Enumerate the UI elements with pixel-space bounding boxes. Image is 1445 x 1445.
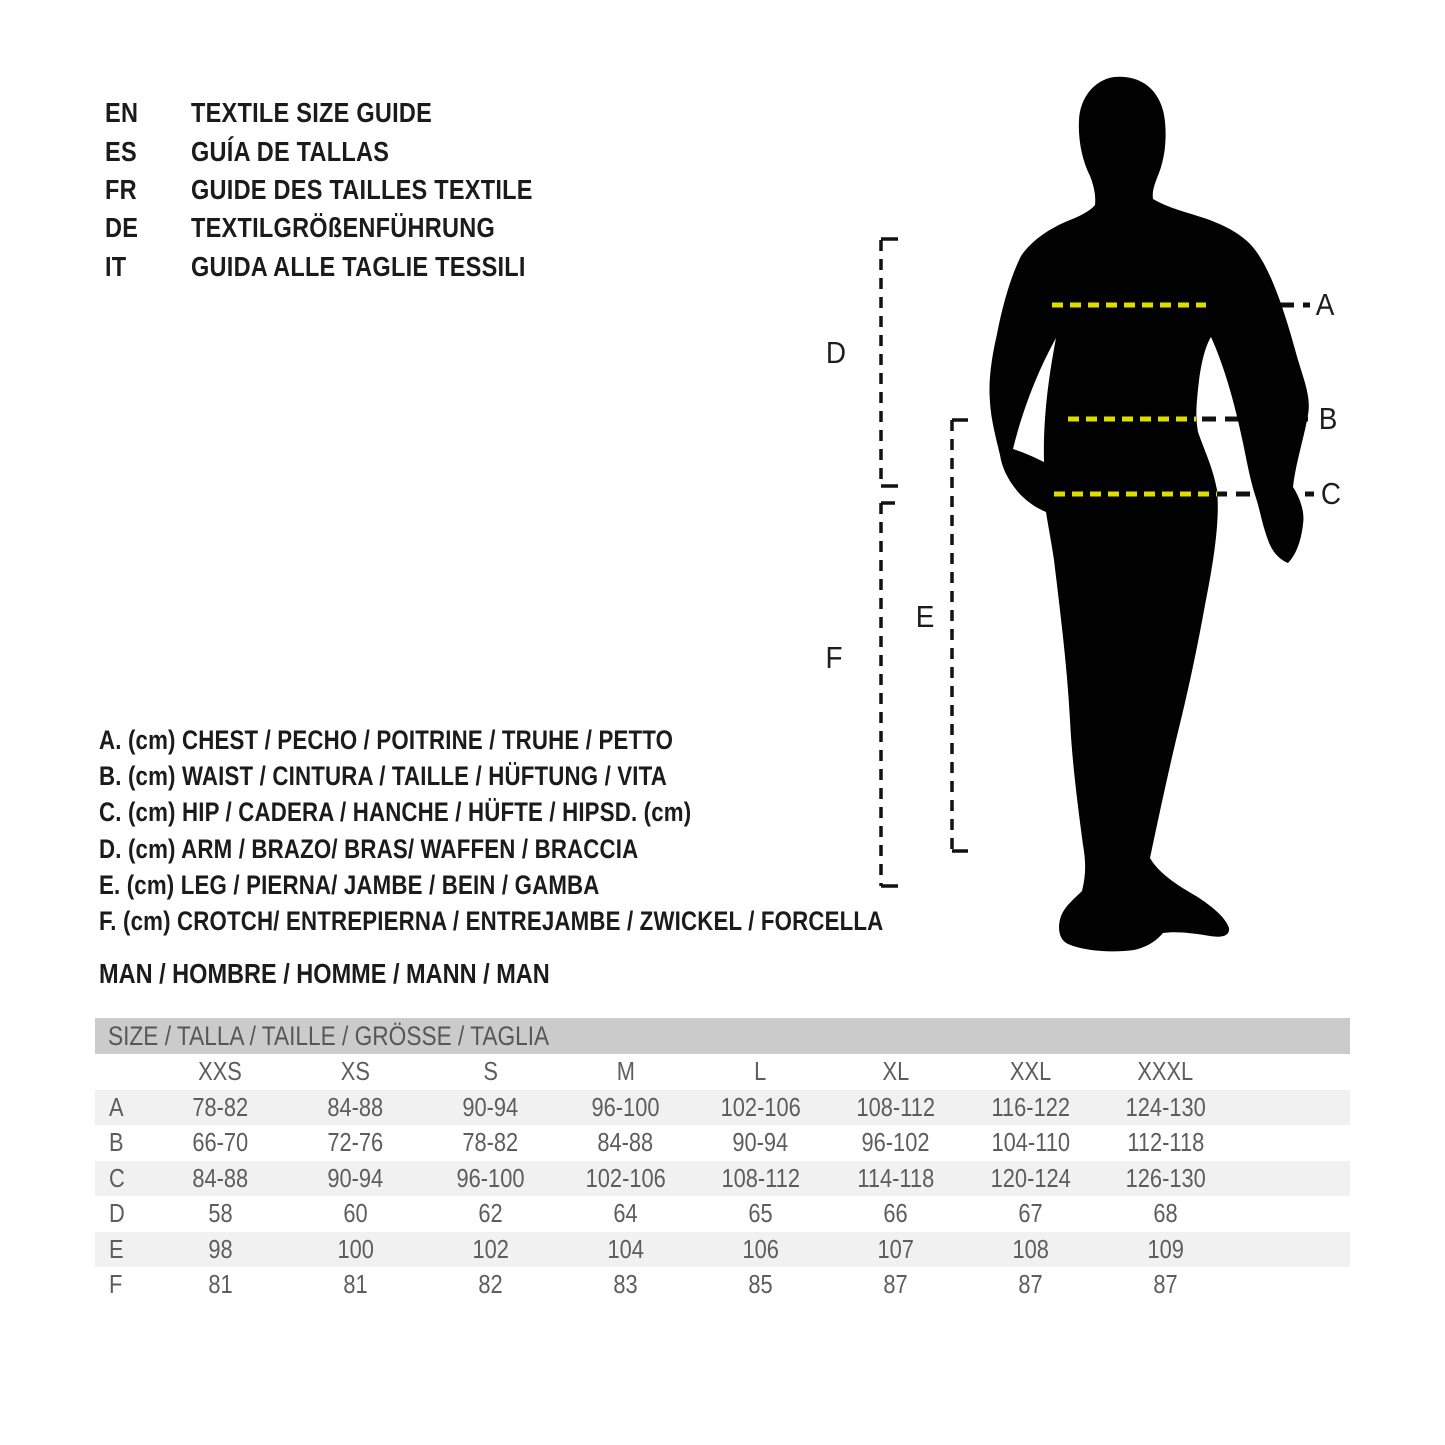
language-title: GUIDE DES TAILLES TEXTILE	[191, 173, 533, 205]
cell-value: 81	[343, 1269, 368, 1300]
size-column	[288, 1056, 423, 1087]
language-row-de	[105, 209, 598, 247]
table-cell	[153, 1234, 288, 1265]
table-cell	[1098, 1234, 1233, 1265]
table-cell	[1098, 1198, 1233, 1229]
table-cell	[1098, 1163, 1233, 1194]
size-column-label: XXS	[198, 1056, 243, 1087]
table-cell	[153, 1198, 288, 1229]
row-label	[95, 1269, 153, 1300]
language-code: IT	[105, 250, 127, 282]
man-silhouette	[989, 77, 1308, 952]
size-column	[423, 1056, 558, 1087]
table-cell	[423, 1127, 558, 1158]
cell-value: 78-82	[462, 1127, 519, 1158]
row-label	[95, 1127, 153, 1158]
cell-value: 90-94	[732, 1127, 789, 1158]
cell-value: 83	[613, 1269, 638, 1300]
table-cell	[288, 1163, 423, 1194]
table-cell	[423, 1092, 558, 1123]
size-table-header-text: SIZE / TALLA / TAILLE / GRÖSSE / TAGLIA	[108, 1020, 550, 1051]
size-column-label: XS	[340, 1056, 371, 1087]
row-label-text: E	[109, 1233, 124, 1264]
marker-label-e: E	[915, 599, 935, 634]
cell-value: 67	[1018, 1198, 1043, 1229]
table-cell	[288, 1198, 423, 1229]
table-cell	[828, 1127, 963, 1158]
size-column	[963, 1056, 1098, 1087]
cell-value: 65	[748, 1198, 773, 1229]
size-column-label: XXL	[1009, 1056, 1052, 1087]
cell-value: 120-124	[990, 1162, 1071, 1193]
table-row-d	[95, 1196, 1350, 1232]
legend-text: C. (cm) HIP / CADERA / HANCHE / HÜFTE / HIPSD. (cm)	[99, 797, 692, 828]
size-column	[558, 1056, 693, 1087]
table-cell	[828, 1234, 963, 1265]
size-columns-row	[95, 1054, 1350, 1090]
cell-value: 84-88	[327, 1091, 384, 1122]
language-row-it	[105, 248, 598, 286]
row-label	[95, 1092, 153, 1123]
table-row-e	[95, 1232, 1350, 1268]
cell-value: 62	[478, 1198, 503, 1229]
table-cell	[828, 1163, 963, 1194]
cell-value: 112-118	[1127, 1127, 1204, 1158]
table-cell	[558, 1127, 693, 1158]
cell-value: 84-88	[192, 1162, 249, 1193]
table-cell	[423, 1269, 558, 1300]
cell-value: 108	[1012, 1233, 1049, 1264]
size-column-label: XXXL	[1137, 1056, 1194, 1087]
table-cell	[963, 1127, 1098, 1158]
size-column-label: L	[754, 1056, 767, 1087]
marker-label-c: C	[1320, 476, 1342, 511]
table-cell	[423, 1234, 558, 1265]
cell-value: 107	[877, 1233, 914, 1264]
marker-label-b: B	[1318, 401, 1338, 436]
table-cell	[423, 1198, 558, 1229]
size-table	[95, 1018, 1350, 1303]
table-cell	[963, 1234, 1098, 1265]
cell-value: 96-102	[861, 1127, 930, 1158]
table-cell	[963, 1092, 1098, 1123]
cell-value: 66	[883, 1198, 908, 1229]
size-column-label: XL	[882, 1056, 909, 1087]
language-title-list	[105, 94, 598, 286]
table-cell	[558, 1198, 693, 1229]
legend-text: F. (cm) CROTCH/ ENTREPIERNA / ENTREJAMBE / ZWICKEL / FORCELLA	[99, 906, 884, 937]
category-line-text: MAN / HOMBRE / HOMME / MANN / MAN	[99, 958, 550, 989]
table-cell	[828, 1092, 963, 1123]
cell-value: 98	[208, 1233, 233, 1264]
cell-value: 114-118	[857, 1162, 934, 1193]
cell-value: 104-110	[991, 1127, 1070, 1158]
cell-value: 104	[607, 1233, 644, 1264]
table-row-b	[95, 1125, 1350, 1161]
legend-text: B. (cm) WAIST / CINTURA / TAILLE / HÜFTUNG / VITA	[99, 760, 668, 791]
legend-text: E. (cm) LEG / PIERNA/ JAMBE / BEIN / GAMBA	[99, 869, 600, 900]
size-column	[828, 1056, 963, 1087]
table-cell	[558, 1092, 693, 1123]
cell-value: 126-130	[1125, 1162, 1206, 1193]
table-cell	[153, 1163, 288, 1194]
cell-value: 124-130	[1125, 1091, 1206, 1122]
language-row-fr	[105, 171, 598, 209]
cell-value: 116-122	[991, 1091, 1070, 1122]
cell-value: 81	[208, 1269, 233, 1300]
row-label-text: B	[109, 1127, 124, 1158]
table-cell	[1098, 1269, 1233, 1300]
table-cell	[153, 1269, 288, 1300]
language-title: TEXTILGRÖßENFÜHRUNG	[191, 212, 496, 244]
cell-value: 87	[1153, 1269, 1178, 1300]
row-label-text: F	[109, 1269, 123, 1300]
cell-value: 64	[613, 1198, 638, 1229]
table-row-f	[95, 1267, 1350, 1303]
cell-value: 87	[1018, 1269, 1043, 1300]
cell-value: 58	[208, 1198, 233, 1229]
language-title: GUÍA DE TALLAS	[191, 135, 390, 167]
language-row-es	[105, 132, 598, 170]
row-label	[95, 1163, 153, 1194]
table-row-c	[95, 1161, 1350, 1197]
marker-label-d: D	[825, 335, 847, 370]
size-column	[693, 1056, 828, 1087]
cell-value: 78-82	[192, 1091, 249, 1122]
table-cell	[693, 1163, 828, 1194]
row-label	[95, 1234, 153, 1265]
marker-label-a: A	[1315, 287, 1335, 322]
size-table-header	[95, 1018, 1350, 1054]
cell-value: 90-94	[462, 1091, 519, 1122]
table-cell	[828, 1198, 963, 1229]
cell-value: 102-106	[720, 1091, 801, 1122]
table-cell	[693, 1234, 828, 1265]
cell-value: 100	[337, 1233, 374, 1264]
cell-value: 106	[742, 1233, 779, 1264]
cell-value: 84-88	[597, 1127, 654, 1158]
cell-value: 68	[1153, 1198, 1178, 1229]
legend-text: A. (cm) CHEST / PECHO / POITRINE / TRUHE / PETTO	[99, 724, 674, 755]
cell-value: 85	[748, 1269, 773, 1300]
table-cell	[963, 1163, 1098, 1194]
language-title: GUIDA ALLE TAGLIE TESSILI	[191, 250, 526, 282]
table-cell	[288, 1127, 423, 1158]
size-column	[1098, 1056, 1233, 1087]
cell-value: 108-112	[721, 1162, 800, 1193]
legend-text: D. (cm) ARM / BRAZO/ BRAS/ WAFFEN / BRACCIA	[99, 833, 639, 864]
table-cell	[423, 1163, 558, 1194]
legend-item-e	[99, 867, 1033, 903]
language-row-en	[105, 94, 598, 132]
row-label-text: A	[109, 1091, 124, 1122]
table-cell	[693, 1269, 828, 1300]
table-cell	[288, 1234, 423, 1265]
cell-value: 96-100	[456, 1162, 525, 1193]
table-cell	[963, 1198, 1098, 1229]
row-label-text: D	[109, 1198, 125, 1229]
cell-value: 90-94	[327, 1162, 384, 1193]
row-label-text: C	[109, 1162, 125, 1193]
table-cell	[153, 1127, 288, 1158]
table-cell	[1098, 1092, 1233, 1123]
cell-value: 87	[883, 1269, 908, 1300]
cell-value: 96-100	[591, 1091, 660, 1122]
cell-value: 72-76	[327, 1127, 384, 1158]
table-cell	[693, 1092, 828, 1123]
table-cell	[693, 1198, 828, 1229]
table-row-a	[95, 1090, 1350, 1126]
dimension-line-d	[881, 239, 898, 486]
legend-item-b	[99, 758, 1033, 794]
cell-value: 66-70	[192, 1127, 249, 1158]
row-label	[95, 1198, 153, 1229]
table-cell	[693, 1127, 828, 1158]
cell-value: 102-106	[585, 1162, 666, 1193]
legend-item-c	[99, 795, 1033, 831]
table-cell	[828, 1269, 963, 1300]
legend-item-f	[99, 903, 1033, 939]
size-column	[153, 1056, 288, 1087]
table-cell	[963, 1269, 1098, 1300]
cell-value: 109	[1147, 1233, 1184, 1264]
cell-value: 108-112	[856, 1091, 935, 1122]
table-cell	[558, 1163, 693, 1194]
measurement-legend	[99, 722, 1033, 940]
marker-label-f: F	[825, 640, 843, 675]
table-cell	[288, 1269, 423, 1300]
language-code: FR	[105, 173, 137, 205]
language-code: ES	[105, 135, 137, 167]
legend-item-d	[99, 831, 1033, 867]
language-code: EN	[105, 97, 139, 129]
table-cell	[558, 1234, 693, 1265]
cell-value: 102	[472, 1233, 509, 1264]
table-cell	[1098, 1127, 1233, 1158]
cell-value: 82	[478, 1269, 503, 1300]
table-cell	[153, 1092, 288, 1123]
table-cell	[558, 1269, 693, 1300]
size-column-label: S	[483, 1056, 498, 1087]
language-title: TEXTILE SIZE GUIDE	[191, 97, 433, 129]
language-code: DE	[105, 212, 139, 244]
category-line	[99, 957, 636, 991]
legend-item-a	[99, 722, 1033, 758]
table-cell	[288, 1092, 423, 1123]
cell-value: 60	[343, 1198, 368, 1229]
size-column-label: M	[616, 1056, 635, 1087]
